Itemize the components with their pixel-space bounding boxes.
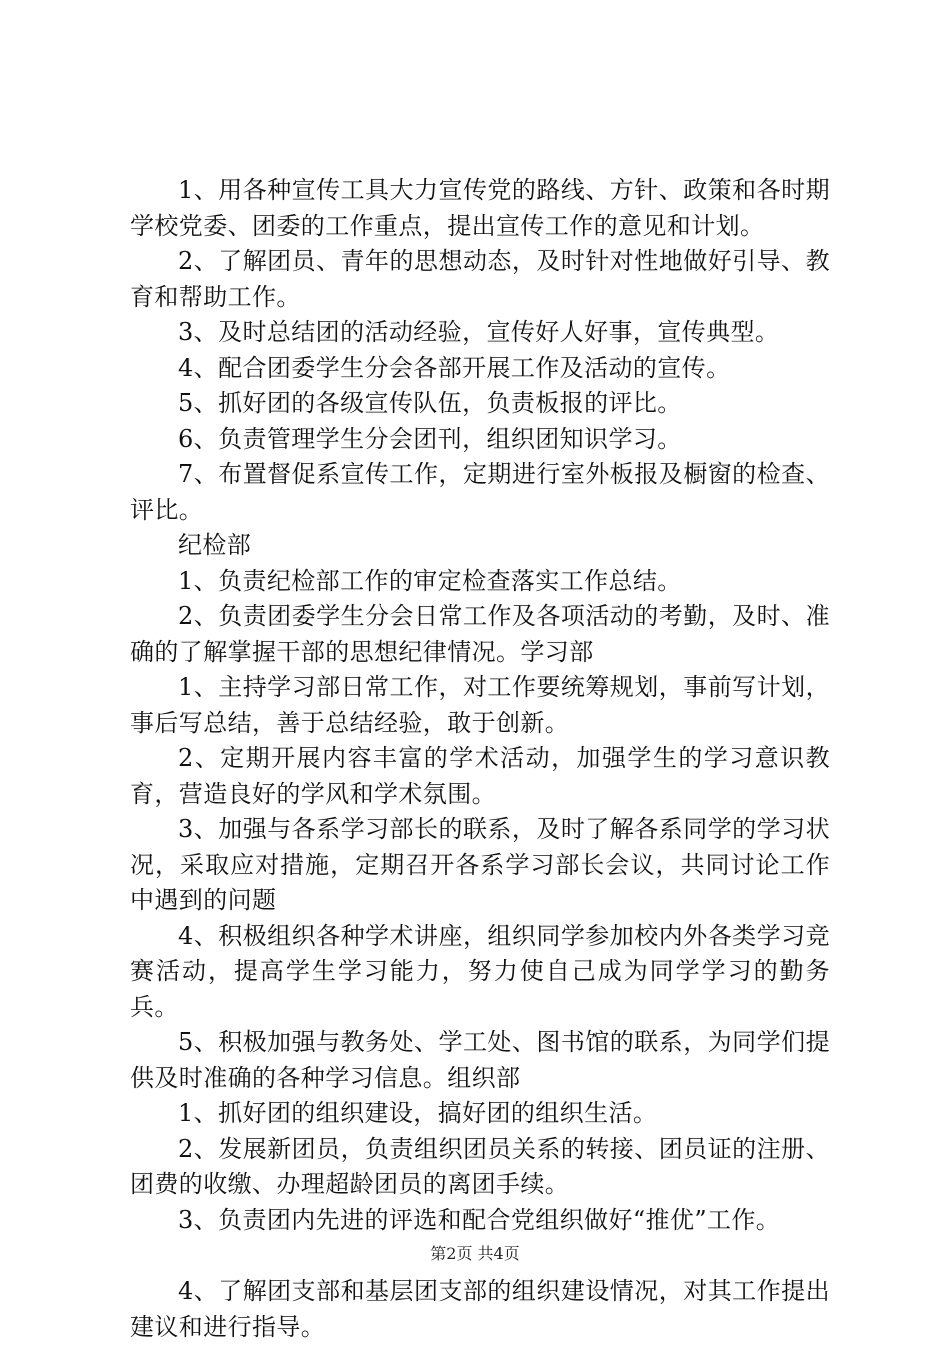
paragraph-organization-2: 2、发展新团员，负责组织团员关系的转接、团员证的注册、团费的收缴、办理超龄团员的离团手续。 — [130, 1134, 830, 1198]
paragraph-organization-1: 1、抓好团的组织建设，搞好团的组织生活。 — [178, 1099, 658, 1127]
paragraph-propaganda-5: 5、抓好团的各级宣传队伍，负责板报的评比。 — [178, 389, 682, 417]
section-heading-discipline: 纪检部 — [178, 531, 252, 559]
paragraph-propaganda-3: 3、及时总结团的活动经验，宣传好人好事，宣传典型。 — [178, 318, 780, 346]
paragraph-study-3: 3、加强与各系学习部长的联系，及时了解各系同学的学习状况，采取应对措施，定期召开各系学习部长会议，共同讨论工作中遇到的问题 — [130, 815, 830, 914]
paragraph-study-2: 2、定期开展内容丰富的学术活动，加强学生的学习意识教育，营造良好的学风和学术氛围。 — [130, 744, 830, 808]
paragraph-study-5: 5、积极加强与教务处、学工处、图书馆的联系，为同学们提供及时准确的各种学习信息。组织部 — [130, 1028, 830, 1092]
paragraph-study-4: 4、积极组织各种学术讲座，组织同学参加校内外各类学习竞赛活动，提高学生学习能力，努力使自己成为同学学习的勤务兵。 — [130, 921, 830, 1021]
paragraph-study-1: 1、主持学习部日常工作，对工作要统筹规划，事前写计划，事后写总结，善于总结经验，敢于创新。 — [130, 673, 830, 737]
paragraph-propaganda-7: 7、布置督促系宣传工作，定期进行室外板报及橱窗的检查、评比。 — [130, 460, 830, 524]
paragraph-propaganda-6: 6、负责管理学生分会团刊，组织团知识学习。 — [178, 424, 682, 453]
paragraph-organization-3: 3、负责团内先进的评选和配合党组织做好“推优”工作。 — [178, 1205, 781, 1234]
paragraph-propaganda-1: 1、用各种宣传工具大力宣传党的路线、方针、政策和各时期学校党委、团委的工作重点，提出宣传工作的意见和计划。 — [130, 176, 830, 240]
paragraph-propaganda-2: 2、了解团员、青年的思想动态，及时针对性地做好引导、教育和帮助工作。 — [130, 247, 830, 311]
paragraph-discipline-2: 2、负责团委学生分会日常工作及各项活动的考勤，及时、准确的了解掌握干部的思想纪律情况。学习部 — [130, 602, 830, 666]
document-body — [130, 173, 830, 1345]
paragraph-propaganda-4: 4、配合团委学生分会各部开展工作及活动的宣传。 — [178, 353, 731, 382]
page-number-footer: 第2页 共4页 — [430, 1244, 520, 1263]
paragraph-discipline-1: 1、负责纪检部工作的审定检查落实工作总结。 — [178, 566, 682, 595]
paragraph-organization-4: 4、了解团支部和基层团支部的组织建设情况，对其工作提出建议和进行指导。 — [130, 1277, 830, 1341]
